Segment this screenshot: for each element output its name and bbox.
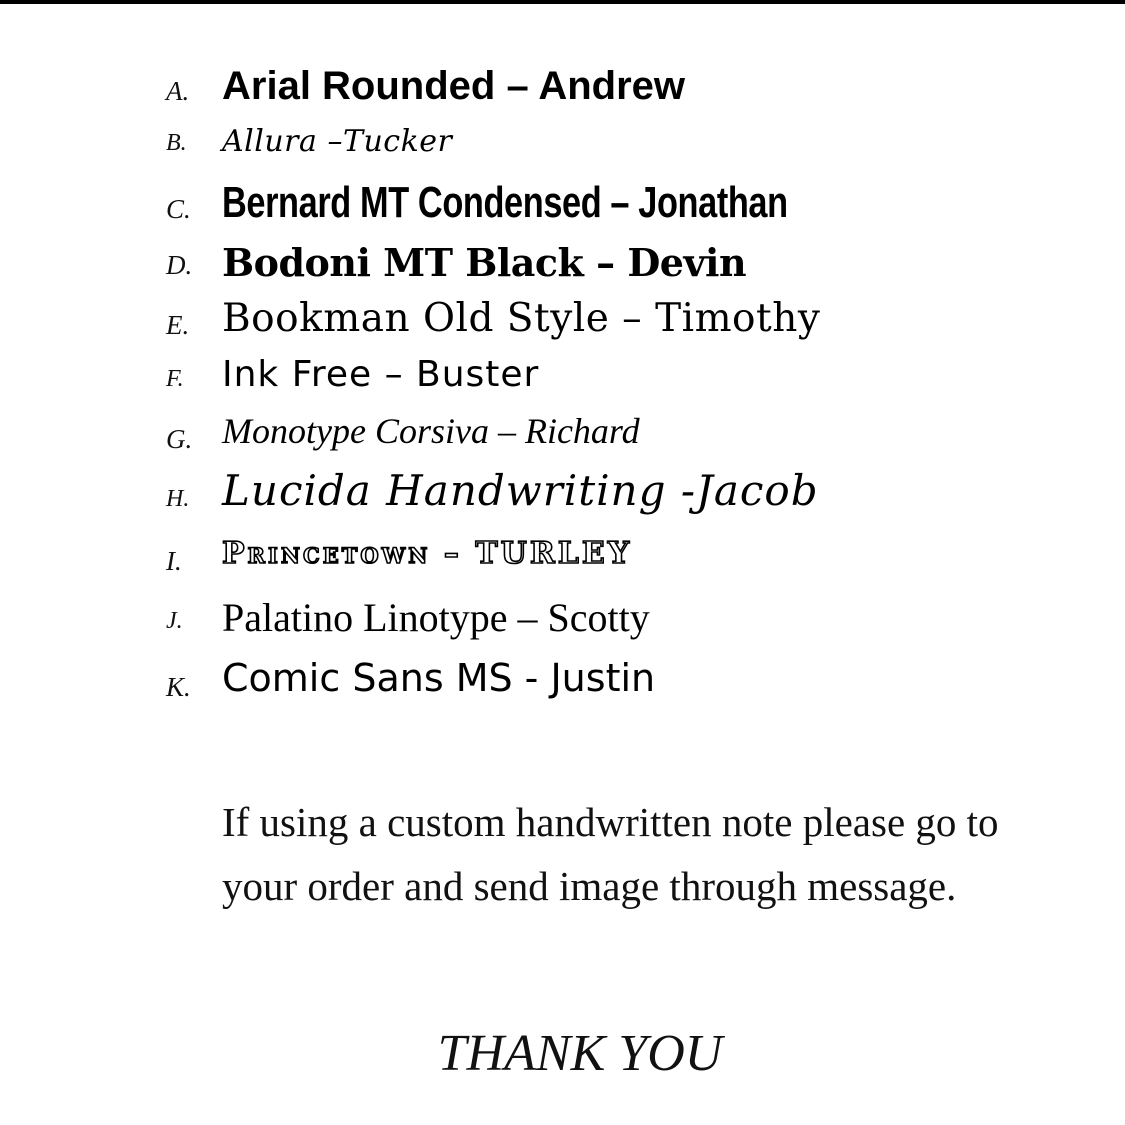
font-sample-bodoni-mt-black: Bodoni MT Black – Devin <box>222 240 747 285</box>
font-sample-comic-sans-ms: Comic Sans MS - Justin <box>222 656 656 700</box>
option-letter: B. <box>166 130 187 156</box>
font-sample-allura: Allura –Tucker <box>222 124 453 159</box>
option-letter: H. <box>166 486 190 512</box>
option-letter: I. <box>166 546 182 576</box>
option-letter: A. <box>166 76 190 106</box>
font-sample-arial-rounded: Arial Rounded – Andrew <box>222 64 686 108</box>
font-sample-lucida-handwriting: Lucida Handwriting -Jacob <box>222 466 819 515</box>
option-letter: K. <box>166 672 191 702</box>
custom-note-instructions: If using a custom handwritten note please go to your order and send image through message. <box>222 799 999 909</box>
thank-you-closing: THANK YOU <box>437 1025 723 1082</box>
option-letter: D. <box>166 250 193 280</box>
font-sample-bernard-mt-condensed: Bernard MT Condensed – Jonathan <box>222 178 788 227</box>
option-letter: J. <box>166 608 183 634</box>
font-sample-princetown: Princetown – TURLEY <box>222 536 633 571</box>
font-sample-monotype-corsiva: Monotype Corsiva – Richard <box>222 411 640 451</box>
option-letter: G. <box>166 424 193 454</box>
font-sample-bookman-old-style: Bookman Old Style – Timothy <box>222 296 821 341</box>
option-letter: F. <box>166 366 184 392</box>
option-letter: E. <box>166 310 190 340</box>
option-letter: C. <box>166 194 191 224</box>
font-sample-palatino-linotype: Palatino Linotype – Scotty <box>222 595 650 640</box>
font-sample-ink-free: Ink Free – Buster <box>222 354 540 395</box>
